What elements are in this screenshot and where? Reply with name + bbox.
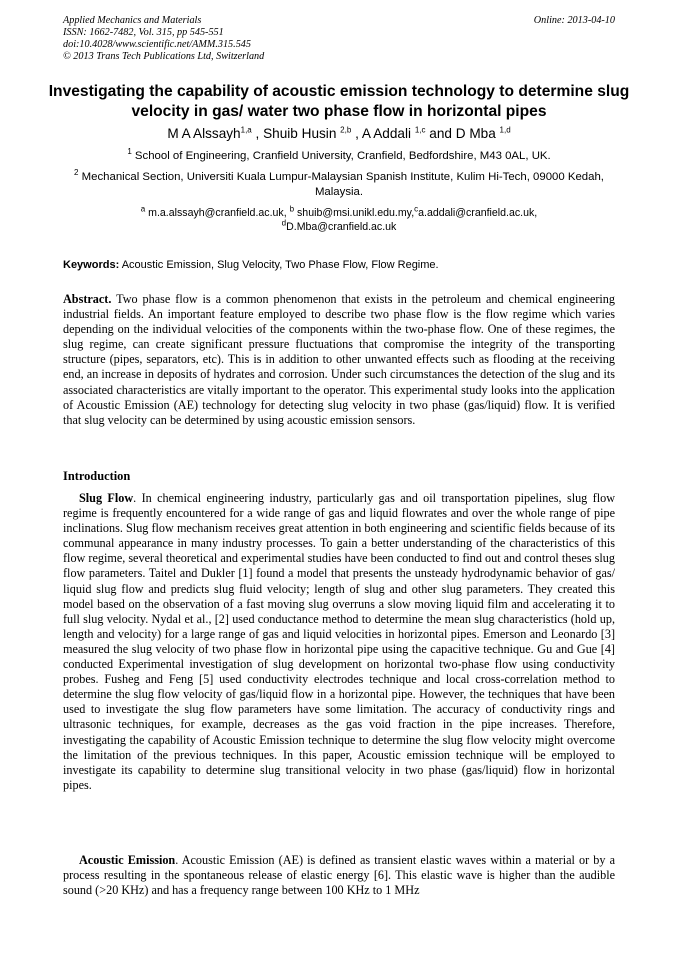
affiliation-text: Mechanical Section, Universiti Kuala Lumpur-Malaysian Spanish Institute, Kulim Hi-Tech, 09000 Kedah, Malaysia. (78, 171, 604, 198)
email-address: a.addali@cranfield.ac.uk, (418, 207, 538, 219)
acoustic-emission-paragraph (63, 853, 615, 898)
copyright-line: © 2013 Trans Tech Publications Ltd, Switzerland (63, 51, 265, 62)
slug-flow-label: Slug Flow (79, 491, 134, 505)
journal-header (63, 15, 623, 63)
doi-line: doi:10.4028/www.scientific.net/AMM.315.545 (63, 39, 251, 50)
author-separator: and (425, 126, 456, 141)
affiliation-mark: 1 (127, 147, 132, 157)
email-address: m.a.alssayh@cranfield.ac.uk, (145, 207, 290, 219)
paper-title: Investigating the capability of acoustic emission technology to determine slug velocity in gas/ water two phase flow in horizontal pipes (48, 83, 630, 120)
section-heading-introduction: Introduction (63, 469, 131, 483)
email-mark: c (414, 204, 419, 214)
affiliation-text: School of Engineering, Cranfield University, Cranfield, Bedfordshire, M43 0AL, UK. (131, 150, 551, 162)
introduction-paragraph (63, 491, 615, 793)
journal-name: Applied Mechanics and Materials (63, 15, 202, 26)
acoustic-emission-text: . Acoustic Emission (AE) is defined as transient elastic waves within a material or by a process resulting in the spontaneous release of elastic energy [6]. This elastic wave is higher than the audible sound (>20 KHz) and has a frequency range between 100 KHz to 1 MHz (63, 853, 615, 898)
keywords-label: Keywords: (63, 259, 120, 271)
abstract-text: Two phase flow is a common phenomenon that exists in the petroleum and chemical engineering industrial fields. An important feature employed to describe two phase flow is the flow regime which varies depending on the individual velocities of the components within the two-phase flow. One of these regimes, the slug regime, can create significant pressure fluctuations that compromise the integrity of the transporting structure (pipes, separators, etc). This is in addition to other unwanted effects such as flooding at the receiving end, an increase in deposits of hydrates and corrosion. Under such circumstances the detection of the slug and its associated characteristics are vitally important to the operator. This experimental study looks into the application of Acoustic Emission (AE) technology for detecting slug velocity in two phase (gas/liquid) flow. It is verified that slug velocity can be determined by using acoustic emission sensors. (63, 292, 615, 427)
email-address: shuib@msi.unikl.edu.my, (294, 207, 415, 219)
author-affil-mark: 1,d (499, 125, 511, 135)
affiliation-mark: 2 (74, 168, 79, 178)
abstract (63, 292, 615, 428)
author-affil-mark: 2,b (340, 125, 352, 135)
slug-flow-text: . In chemical engineering industry, particularly gas and oil transportation pipelines, slug flow regime is frequently encountered for a wide range of gas and liquid flowrates and over the whole range of pipe inclinations. Slug flow mechanism receives great attention in both engineering and scientific fields because of its communal appearance in many industry processes. To gain a better understanding of the characteristics of this flow regime, several theoretical and experimental studies have been conducted to find out and control theses slug flow parameters. Taitel and Dukler [1] found a model that presents the unsteady hydrodynamic behavior of gas/ liquid slug flow and predicts slug fluid velocity; length of slug and other slug parameters. They created this model based on the observation of a fast moving slug overruns a slow moving liquid film and accelerating it to full slug velocity. Nydal et al., [2] used conductance method to determine the mean slug characteristics (hold up, length and velocity) for a large range of gas and liquid velocities in horizontal pipes. Emerson and Leonardo [3] measured the slug velocity of two phase flow in horizontal pipe using the capacitive technique. Gu and Gue [4] conducted Experimental investigation of slug development on horizontal two-phase flow using conductivity probes. Fusheg and Feng [5] used conductivity electrodes technique and local cross-correlation method to determine the slug flow velocity of gas/liquid flow in a horizontal pipe. However, the techniques that have been used to investigate the slug flow parameters have some limitation. The accuracy of conductivity rings and ultrasonic techniques, for example, decreases as the gas void fraction in the pipe increases. Therefore, investigating the capability of Acoustic Emission technique to determine the slug flow velocity might overcome the limitation of the previous techniques. In this paper, Acoustic emission technique will be employed to investigate its capability to determine slug transitional velocity in two phase (gas/liquid) flow in horizontal pipes. (63, 491, 615, 792)
author-emails (60, 206, 618, 234)
affiliation-2 (60, 170, 618, 200)
affiliation-1 (60, 149, 618, 164)
author-name: A Addali (361, 126, 415, 141)
keywords (63, 258, 615, 272)
author-name: Shuib Husin (263, 126, 341, 141)
author-affil-mark: 1,a (240, 125, 252, 135)
acoustic-emission-label: Acoustic Emission (79, 853, 176, 867)
abstract-label: Abstract. (63, 292, 112, 306)
author-name: D Mba (455, 126, 500, 141)
author-name: M A Alssayh (167, 126, 241, 141)
author-list (40, 125, 638, 142)
author-separator: , (251, 126, 264, 141)
keywords-text: Acoustic Emission, Slug Velocity, Two Phase Flow, Flow Regime. (119, 259, 439, 271)
email-mark: a (140, 204, 146, 214)
email-mark: b (289, 204, 295, 214)
online-date: Online: 2013-04-10 (533, 15, 615, 26)
email-address: D.Mba@cranfield.ac.uk (286, 221, 397, 233)
author-separator: , (351, 126, 362, 141)
author-affil-mark: 1,c (414, 125, 426, 135)
issn-line: ISSN: 1662-7482, Vol. 315, pp 545-551 (63, 27, 224, 38)
email-mark: d (281, 218, 287, 228)
